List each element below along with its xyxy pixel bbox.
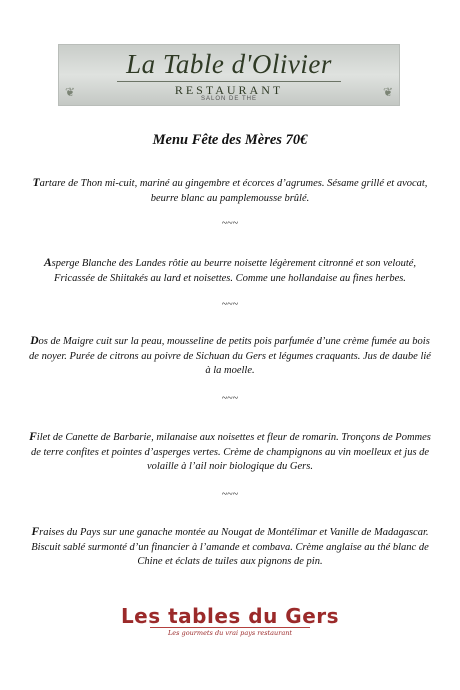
dish-text: artare de Thon mi-cuit, mariné au gingembre et écorces d’agrumes. Sésame grillé et avocat, beurre blanc au pamplemousse brûlé. bbox=[39, 178, 428, 204]
footer-logo: Les tables du Gers bbox=[120, 604, 340, 628]
dish-5 bbox=[28, 525, 432, 570]
swirl-ornament-icon: ❦ bbox=[65, 85, 76, 99]
footer-divider bbox=[150, 627, 310, 628]
dish-initial: F bbox=[31, 526, 40, 538]
footer-tagline: Les gourmets du vrai pays restaurant bbox=[167, 629, 293, 637]
dish-3 bbox=[28, 334, 432, 379]
dish-initial: A bbox=[43, 257, 52, 269]
separator: ~~~ bbox=[221, 393, 239, 404]
dish-4 bbox=[28, 430, 432, 475]
dish-initial: F bbox=[29, 431, 37, 443]
separator: ~~~ bbox=[221, 299, 239, 310]
logo-divider bbox=[117, 81, 341, 82]
dish-text: os de Maigre cuit sur la peau, mousseline de petits pois parfumée d’une crème fumée au bois de noyer. Purée de citrons au poivre de Sichuan du Gers et légumes craquants. Jus de daube lié à la moelle. bbox=[29, 336, 431, 376]
swirl-ornament-icon: ❦ bbox=[382, 85, 393, 99]
dish-initial: T bbox=[32, 177, 40, 189]
dish-text: ilet de Canette de Barbarie, milanaise aux noisettes et fleur de romarin. Tronçons de Pommes de terre confites et pointes d’asperges vertes. Crème de champignons au vin moelleux et jus de volaille à l’ail noir biologique du Gers. bbox=[30, 432, 431, 472]
separator: ~~~ bbox=[221, 218, 239, 229]
separator: ~~~ bbox=[221, 489, 239, 500]
restaurant-logo-banner bbox=[58, 44, 400, 106]
logo-subtitle: RESTAURANT bbox=[174, 83, 284, 97]
dish-initial: D bbox=[30, 335, 39, 347]
dish-2 bbox=[28, 256, 432, 286]
dish-1 bbox=[28, 176, 432, 206]
logo-title: La Table d'Olivier bbox=[126, 49, 332, 79]
dish-text: sperge Blanche des Landes rôtie au beurre noisette légèrement citronné et son velouté, Fricassée de Shiitakés au lard et noisettes. Comme une hollandaise au fines herbes. bbox=[51, 258, 417, 284]
logo-tagline: SALON DE THE bbox=[201, 96, 257, 102]
menu-title: Menu Fête des Mères 70€ bbox=[152, 132, 308, 148]
dish-text: raises du Pays sur une ganache montée au Nougat de Montélimar et Vanille de Madagascar. Biscuit sablé surmonté d’un financier à l’amande et combava. Crème anglaise au thé blanc de Chine et éclats de tuiles aux pignons de pin. bbox=[31, 527, 429, 567]
